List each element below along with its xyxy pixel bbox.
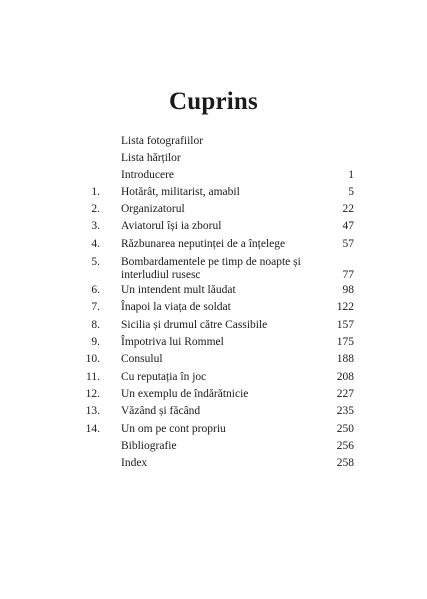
toc-entry-page: 5 — [348, 186, 354, 198]
toc-entry-page: 256 — [336, 440, 354, 452]
toc-entry-number: 7. — [91, 301, 100, 313]
toc-entry-title: Un exemplu de îndărătnicie — [121, 388, 249, 400]
toc-entry-page: 77 — [342, 269, 354, 281]
toc-entry-page: 227 — [336, 388, 354, 400]
toc-entry-number: 14. — [85, 423, 100, 435]
toc-entry-page: 47 — [342, 220, 354, 232]
toc-entry-title: Bombardamentele pe timp de noapte și interludiul rusesc — [121, 256, 301, 281]
toc-entry-page: 258 — [336, 457, 354, 469]
toc-entry-page: 98 — [342, 284, 354, 296]
toc-entry-page: 57 — [342, 238, 354, 250]
toc-entry-title: Înapoi la viața de soldat — [121, 301, 231, 313]
toc-entry-title: Bibliografie — [121, 440, 177, 452]
toc-entry-number: 10. — [85, 353, 100, 365]
toc-entry-title: Index — [121, 457, 148, 469]
toc-entry-page: 122 — [336, 301, 354, 313]
toc-entry-title: Aviatorul își ia zborul — [121, 220, 222, 232]
toc-entry-title: Introducere — [121, 169, 174, 181]
toc-entry-title: Un intendent mult lăudat — [121, 284, 236, 296]
toc-entry-title: Văzând și făcând — [121, 405, 201, 417]
toc-entry-title: Hotărât, militarist, amabil — [121, 186, 240, 198]
toc-entry-title: Lista hărților — [121, 152, 181, 164]
toc-entry-title: Răzbunarea neputinței de a înțelege — [121, 238, 286, 250]
toc-entry-number: 12. — [85, 388, 100, 400]
toc-entry-page: 208 — [336, 371, 354, 383]
toc-entry-title: Lista fotografiilor — [121, 135, 204, 147]
toc-entry-title: Un om pe cont propriu — [121, 423, 226, 435]
toc-entry-page: 22 — [342, 203, 354, 215]
toc-entry-number: 13. — [85, 405, 100, 417]
toc-entry-number: 2. — [91, 203, 100, 215]
toc-entry-number: 11. — [86, 371, 100, 383]
toc-entry-page: 250 — [336, 423, 354, 435]
page-title: Cuprins — [169, 88, 258, 115]
toc-entry-number: 8. — [91, 319, 100, 331]
toc-entry-title: Consulul — [121, 353, 163, 365]
toc-entry-number: 3. — [91, 220, 100, 232]
toc-entry-page: 1 — [348, 169, 354, 181]
toc-entry-page: 235 — [336, 405, 354, 417]
toc-entry-number: 4. — [91, 238, 100, 250]
toc-entry-number: 1. — [91, 186, 100, 198]
toc-entry-title: Împotriva lui Rommel — [121, 336, 224, 348]
toc-entry-number: 9. — [91, 336, 100, 348]
toc-entry-page: 157 — [336, 319, 354, 331]
toc-entry-title: Organizatorul — [121, 203, 185, 215]
toc-entry-number: 6. — [91, 284, 100, 296]
toc-entry-page: 175 — [336, 336, 354, 348]
toc-entry-number: 5. — [91, 256, 100, 268]
toc-entry-title: Sicilia și drumul către Cassibile — [121, 319, 268, 331]
toc-entry-page: 188 — [336, 353, 354, 365]
toc-entry-title: Cu reputația în joc — [121, 371, 207, 383]
